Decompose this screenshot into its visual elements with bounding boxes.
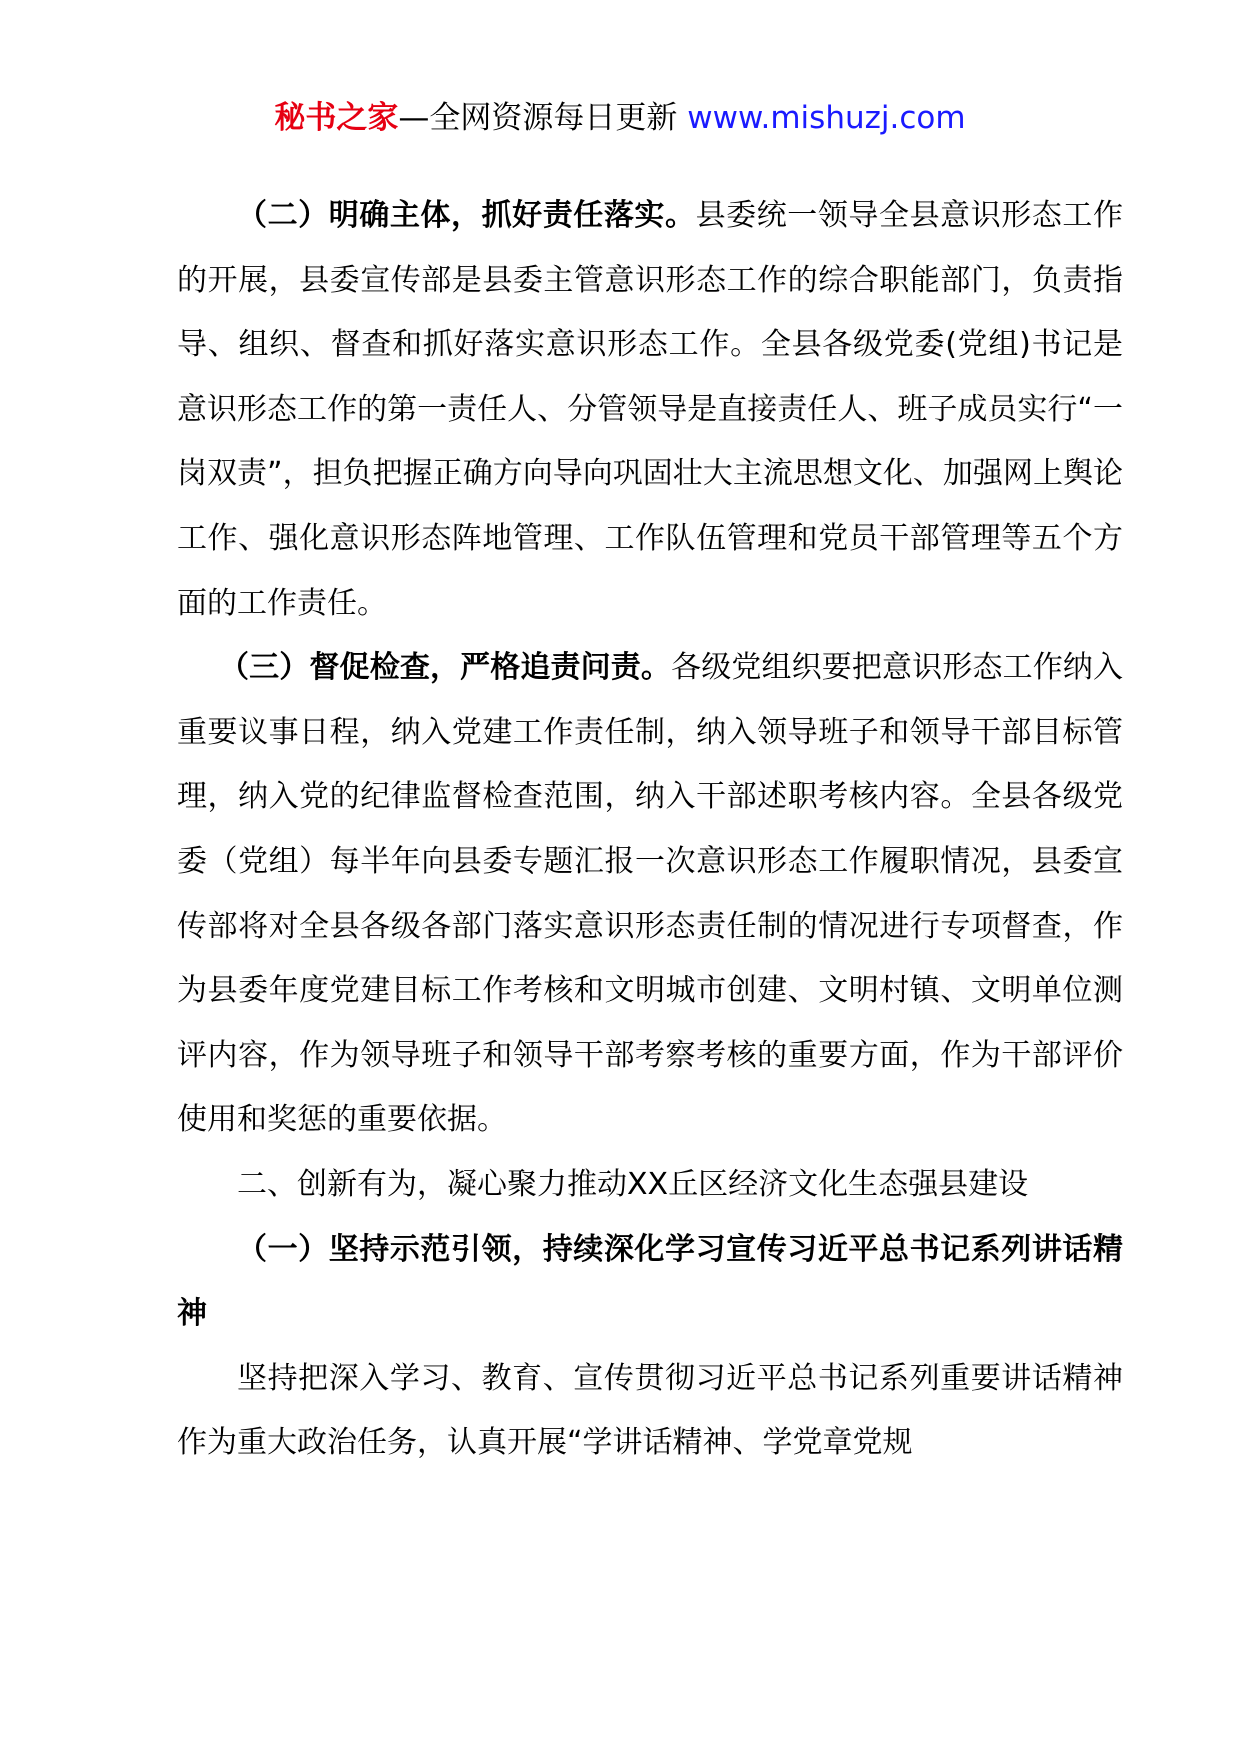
brand-name: 秘书之家 (274, 100, 399, 136)
paragraph-lead: （二）明确主体，抓好责任落实。 (237, 198, 696, 233)
site-url-link[interactable]: www.mishuzj.com (687, 100, 966, 136)
paragraph-section-2 (177, 184, 1123, 636)
paragraph-body: 县委统一领导全县意识形态工作的开展，县委宣传部是县委主管意识形态工作的综合职能部门，负责指导、组织、督查和抓好落实意识形态工作。全县各级党委(党组)书记是意识形态工作的第一责任人、分管领导是直接责任人、班子成员实行“一岗双责”，担负把握正确方向导向巩固壮大主流思想文化、加强网上舆论工作、强化意识形态阵地管理、工作队伍管理和党员干部管理等五个方面的工作责任。 (177, 198, 1124, 621)
paragraph-body: 各级党组织要把意识形态工作纳入重要议事日程，纳入党建工作责任制，纳入领导班子和领导干部目标管理，纳入党的纪律监督检查范围，纳入干部述职考核内容。全县各级党委（党组）每半年向县委专题汇报一次意识形态工作履职情况，县委宣传部将对全县各级各部门落实意识形态责任制的情况进行专项督查，作为县委年度党建目标工作考核和文明城市创建、文明村镇、文明单位测评内容，作为领导班子和领导干部考察考核的重要方面，作为干部评价使用和奖惩的重要依据。 (177, 650, 1124, 1138)
section-two-title: 二、创新有为，凝心聚力推动XX丘区经济文化生态强县建设 (237, 1166, 1029, 1202)
final-paragraph: 坚持把深入学习、教育、宣传贯彻习近平总书记系列重要讲话精神作为重大政治任务，认真开展“学讲话精神、学党章党规 (177, 1360, 1123, 1461)
site-header (0, 98, 1240, 138)
subheading-one: （一）坚持示范引领，持续深化学习宣传习近平总书记系列讲话精神 (177, 1231, 1123, 1332)
paragraph-lead: （三）督促检查，严格追责问责。 (219, 650, 672, 686)
paragraph-section-3 (177, 636, 1123, 1153)
document-body (177, 184, 1123, 1476)
header-tagline: —全网资源每日更新 (398, 100, 678, 136)
